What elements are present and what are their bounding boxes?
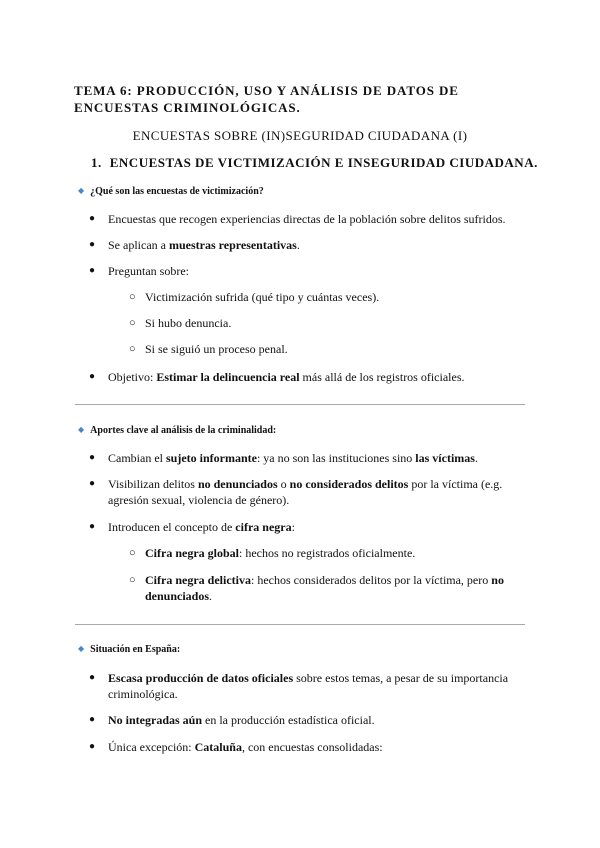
text-run: más allá de los registros oficiales. — [299, 370, 465, 384]
text-run: : hechos considerados delitos por la víctima, pero — [250, 573, 492, 587]
text-run: Cambian el — [108, 451, 166, 465]
bold-run: muestras representativas — [168, 238, 297, 252]
list-item — [89, 211, 528, 227]
text-run: : ya no son las instituciones sino — [256, 451, 416, 465]
hollow-circle-bullet-icon: ○ — [129, 547, 136, 559]
list-item — [89, 519, 528, 535]
filled-circle-bullet-icon: ● — [89, 478, 96, 489]
filled-circle-bullet-icon: ● — [89, 521, 96, 532]
text-run: Se aplican a — [108, 238, 169, 252]
text-run: Objetivo: — [108, 370, 157, 384]
text-run: sobre estos temas, a pesar de su importancia criminológica. — [108, 671, 509, 701]
list-item — [89, 237, 528, 253]
section-title-text: ¿Qué son las encuestas de victimización? — [90, 186, 264, 197]
diamond-bullet-icon: ◆ — [78, 186, 85, 195]
bold-run: sujeto informante — [165, 451, 257, 465]
bold-run: Escasa producción de datos oficiales — [108, 671, 294, 685]
list-item-text: Encuestas que recogen experiencias directas de la población sobre delitos sufridos. — [108, 212, 506, 226]
horizontal-rule — [75, 624, 525, 625]
filled-circle-bullet-icon: ● — [89, 452, 96, 463]
diamond-bullet-icon: ◆ — [78, 644, 85, 653]
list-item — [89, 739, 528, 755]
hollow-circle-bullet-icon: ○ — [129, 343, 136, 355]
sub-list-item — [129, 545, 525, 561]
list-item-text: Preguntan sobre: — [108, 264, 189, 278]
text-run: Única excepción: — [108, 740, 195, 754]
filled-circle-bullet-icon: ● — [89, 239, 96, 250]
list-item — [89, 476, 528, 508]
text-run: o — [277, 477, 290, 491]
document-subtitle: ENCUESTAS SOBRE (IN)SEGURIDAD CIUDADANA (I) — [132, 128, 468, 143]
sub-list-item — [129, 572, 525, 604]
filled-circle-bullet-icon: ● — [89, 741, 96, 752]
hollow-circle-bullet-icon: ○ — [129, 291, 136, 303]
filled-circle-bullet-icon: ● — [89, 371, 96, 382]
hollow-circle-bullet-icon: ○ — [129, 574, 136, 586]
filled-circle-bullet-icon: ● — [89, 714, 96, 725]
bold-run: no denunciados — [197, 477, 278, 491]
list-item — [89, 450, 528, 466]
text-run: . — [474, 451, 478, 465]
sub-list-item-text: Victimización sufrida (qué tipo y cuántas veces). — [145, 290, 380, 304]
diamond-bullet-icon: ◆ — [78, 425, 85, 434]
text-run: , con encuestas consolidadas: — [241, 740, 383, 754]
section-title-aportes — [78, 425, 276, 436]
bold-run: Cifra negra global — [145, 546, 239, 560]
sub-list-item — [129, 315, 525, 331]
bold-run: no considerados delitos — [289, 477, 409, 491]
text-run: por la víctima (e.g. agresión sexual, violencia de género). — [108, 477, 503, 507]
bold-run: Cifra negra delictiva — [145, 573, 251, 587]
text-run: Visibilizan delitos — [108, 477, 198, 491]
text-run: en la producción estadística oficial. — [202, 713, 375, 727]
text-run: : hechos no registrados oficialmente. — [239, 546, 416, 560]
list-item — [89, 712, 528, 728]
bold-run: las víctimas — [415, 451, 475, 465]
list-item — [89, 263, 528, 279]
text-run: . — [296, 238, 300, 252]
sub-list-item-text: Si se siguió un proceso penal. — [145, 342, 288, 356]
sub-list-item — [129, 289, 525, 305]
text-run: . — [209, 589, 213, 603]
bold-run: No integradas aún — [108, 713, 203, 727]
text-run: : — [291, 520, 295, 534]
document-title: TEMA 6: PRODUCCIÓN, USO Y ANÁLISIS DE DATOS DE ENCUESTAS CRIMINOLÓGICAS. — [74, 83, 459, 115]
section-title-text: Situación en España: — [90, 644, 181, 655]
bold-run: Estimar la delincuencia real — [156, 370, 300, 384]
filled-circle-bullet-icon: ● — [89, 672, 96, 683]
list-item — [89, 670, 528, 702]
list-item — [89, 369, 528, 385]
horizontal-rule — [75, 404, 525, 405]
section-title-text: Aportes clave al análisis de la criminalidad: — [90, 425, 277, 436]
section-title-situacion — [78, 644, 180, 655]
bold-run: no denunciados — [145, 573, 504, 603]
section-heading — [91, 155, 538, 171]
filled-circle-bullet-icon: ● — [89, 265, 96, 276]
sub-list-item — [129, 341, 525, 357]
heading-number: 1. — [91, 155, 102, 170]
text-run: Introducen el concepto de — [108, 520, 236, 534]
bold-run: cifra negra — [235, 520, 292, 534]
sub-list-item-text: Si hubo denuncia. — [145, 316, 232, 330]
bold-run: Cataluña — [194, 740, 242, 754]
section-title-que-son — [78, 186, 264, 197]
heading-text: ENCUESTAS DE VICTIMIZACIÓN E INSEGURIDAD CIUDADANA. — [109, 155, 538, 170]
filled-circle-bullet-icon: ● — [89, 213, 96, 224]
hollow-circle-bullet-icon: ○ — [129, 317, 136, 329]
